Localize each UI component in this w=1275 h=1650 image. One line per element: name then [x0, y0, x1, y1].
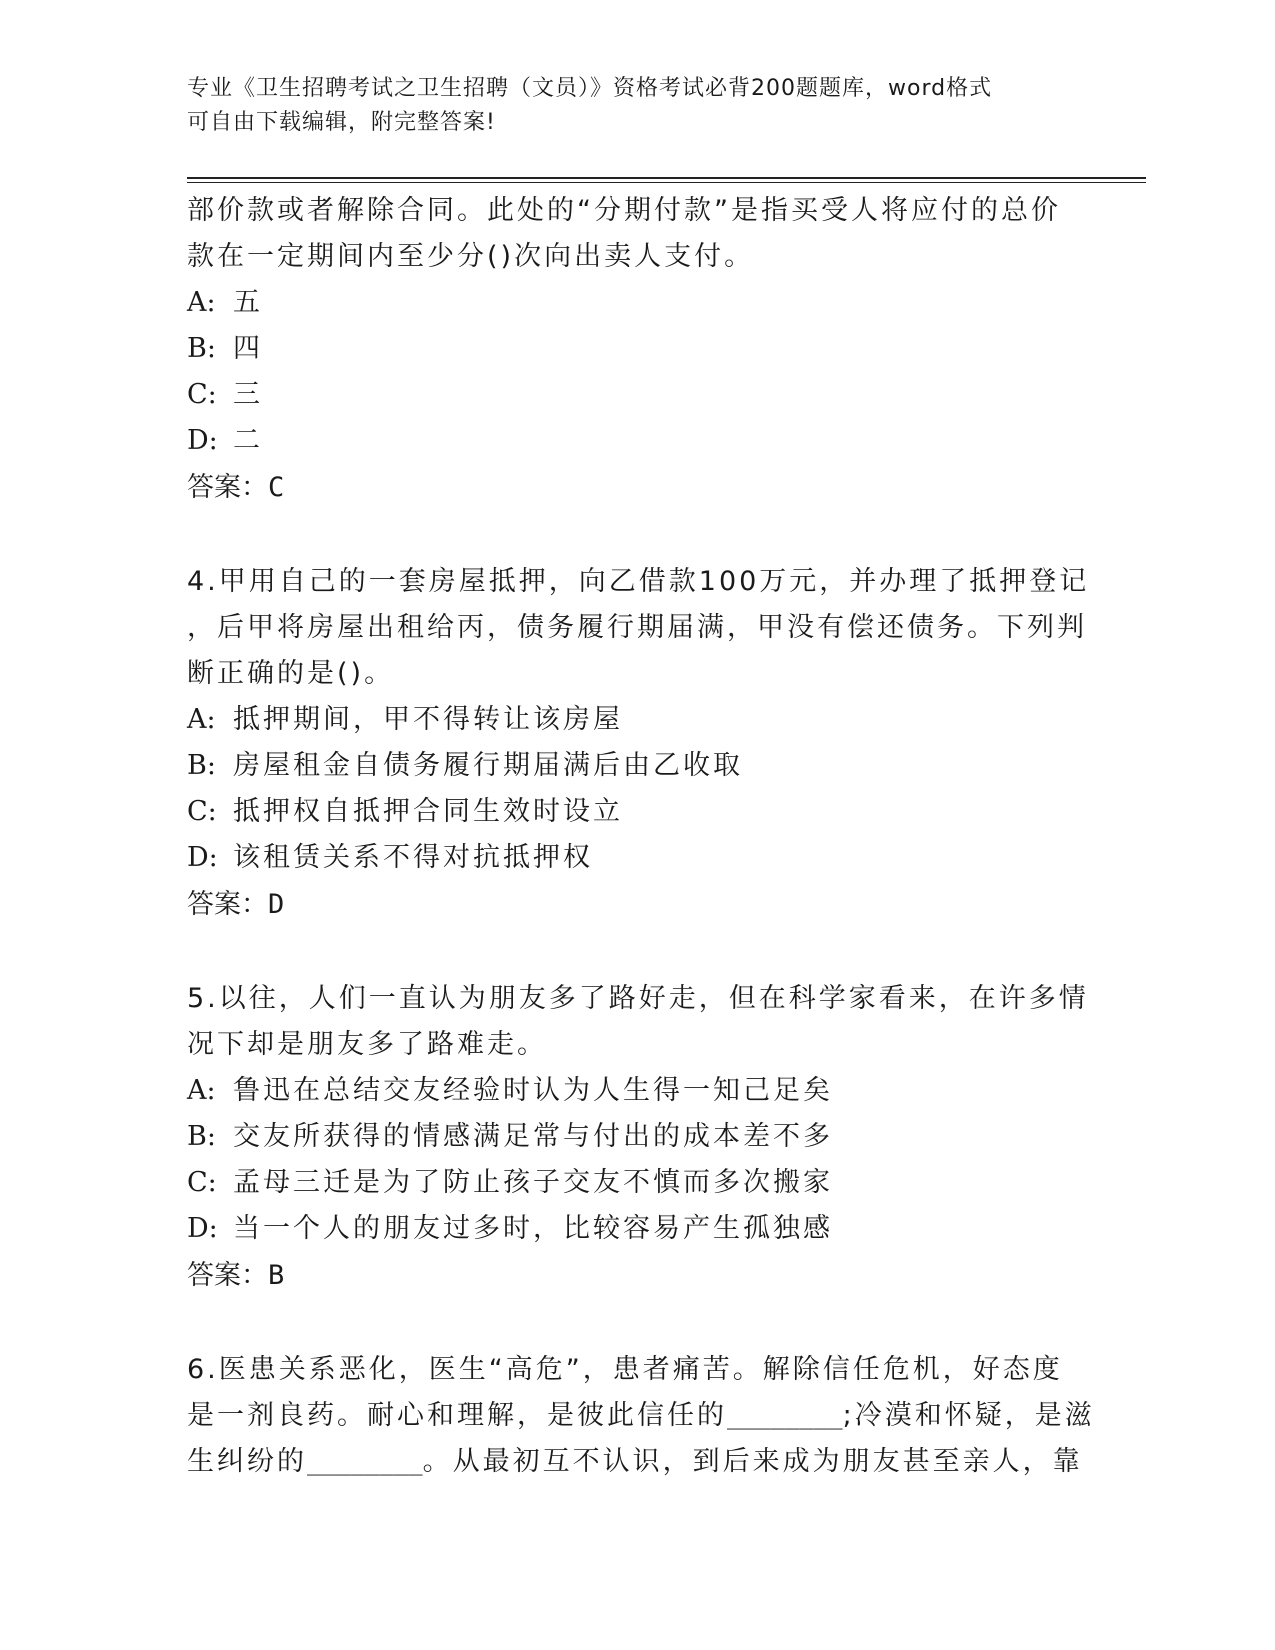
- option-letter: D:: [187, 842, 218, 873]
- header-title-line-1: 专业《卫生招聘考试之卫生招聘（文员）》资格考试必背200题题库，word格式: [187, 76, 993, 101]
- option-text: 抵押权自抵押合同生效时设立: [233, 796, 623, 827]
- question-text-segment: ;冷漠和怀疑，是滋: [842, 1400, 1095, 1431]
- question-text-line: 5.以往，人们一直认为朋友多了路好走，但在科学家看来，在许多情: [187, 983, 1089, 1014]
- question-text-segment: 。从最初互不认识，到后来成为朋友甚至亲人，靠: [422, 1446, 1083, 1477]
- option-text: 二: [233, 425, 263, 456]
- header-divider-thin: [187, 182, 1146, 183]
- option-text: 孟母三迁是为了防止孩子交友不慎而多次搬家: [233, 1167, 833, 1198]
- header-divider-thick: [187, 177, 1146, 179]
- header-title-line-2: 可自由下载编辑，附完整答案!: [187, 110, 496, 135]
- answer-value: B: [268, 1260, 285, 1291]
- option-letter: D:: [187, 1213, 218, 1244]
- option-a: [187, 697, 1067, 743]
- option-letter: A:: [187, 704, 216, 735]
- option-text: 三: [233, 379, 263, 410]
- option-c: [187, 372, 1067, 418]
- option-text: 五: [233, 287, 263, 318]
- question-text-line: 款在一定期间内至少分()次向出卖人支付。: [187, 241, 755, 272]
- option-text: 鲁迅在总结交友经验时认为人生得一知己足矣: [233, 1075, 833, 1106]
- option-letter: A:: [187, 287, 216, 318]
- option-b: [187, 1114, 1067, 1160]
- answer-label: 答案：: [187, 889, 268, 919]
- answer-label: 答案：: [187, 1260, 268, 1290]
- option-text: 四: [233, 333, 263, 364]
- option-text: 房屋租金自债务履行期届满后由乙收取: [233, 750, 743, 781]
- option-a: [187, 280, 1067, 326]
- option-b: [187, 326, 1067, 372]
- fill-in-blank: ________: [727, 1402, 843, 1430]
- question-text-line: ，后甲将房屋出租给丙，债务履行期届满，甲没有偿还债务。下列判: [187, 612, 1087, 643]
- question-text-line: 6.医患关系恶化，医生“高危”，患者痛苦。解除信任危机，好态度: [187, 1354, 1063, 1385]
- page-header: [187, 72, 1087, 140]
- question-text-segment: 是一剂良药。耐心和理解，是彼此信任的: [187, 1400, 727, 1431]
- option-letter: C:: [187, 379, 217, 410]
- document-body: [187, 188, 1095, 1485]
- question-text-line: 4.甲用自己的一套房屋抵押，向乙借款100万元，并办理了抵押登记: [187, 566, 1090, 597]
- option-c: [187, 789, 1067, 835]
- question-5: [187, 976, 1089, 1299]
- option-c: [187, 1160, 1067, 1206]
- answer-line: [187, 464, 1067, 511]
- option-letter: B:: [187, 750, 216, 781]
- answer-value: D: [268, 889, 285, 920]
- question-text-line: 部价款或者解除合同。此处的“分期付款”是指买受人将应付的总价: [187, 195, 1061, 226]
- option-letter: C:: [187, 1167, 217, 1198]
- question-text-line: [187, 1439, 1083, 1485]
- option-letter: D:: [187, 425, 218, 456]
- answer-value: C: [268, 472, 285, 503]
- fill-in-blank: ________: [307, 1448, 423, 1476]
- option-text: 当一个人的朋友过多时，比较容易产生孤独感: [233, 1213, 833, 1244]
- option-a: [187, 1068, 1067, 1114]
- answer-label: 答案：: [187, 472, 268, 502]
- question-text-line: [187, 1393, 1095, 1439]
- option-letter: C:: [187, 796, 217, 827]
- option-d: [187, 835, 1067, 881]
- option-letter: B:: [187, 1121, 216, 1152]
- answer-line: [187, 881, 1067, 928]
- question-text-line: 况下却是朋友多了路难走。: [187, 1029, 547, 1060]
- option-text: 抵押期间，甲不得转让该房屋: [233, 704, 623, 735]
- question-4: [187, 559, 1090, 928]
- option-text: 交友所获得的情感满足常与付出的成本差不多: [233, 1121, 833, 1152]
- question-3: [187, 188, 1067, 511]
- option-d: [187, 418, 1067, 464]
- question-text-line: 断正确的是()。: [187, 658, 395, 689]
- option-letter: B:: [187, 333, 216, 364]
- question-6: [187, 1347, 1095, 1485]
- option-letter: A:: [187, 1075, 216, 1106]
- answer-line: [187, 1252, 1067, 1299]
- option-d: [187, 1206, 1067, 1252]
- option-text: 该租赁关系不得对抗抵押权: [233, 842, 593, 873]
- question-text-segment: 生纠纷的: [187, 1446, 307, 1477]
- option-b: [187, 743, 1067, 789]
